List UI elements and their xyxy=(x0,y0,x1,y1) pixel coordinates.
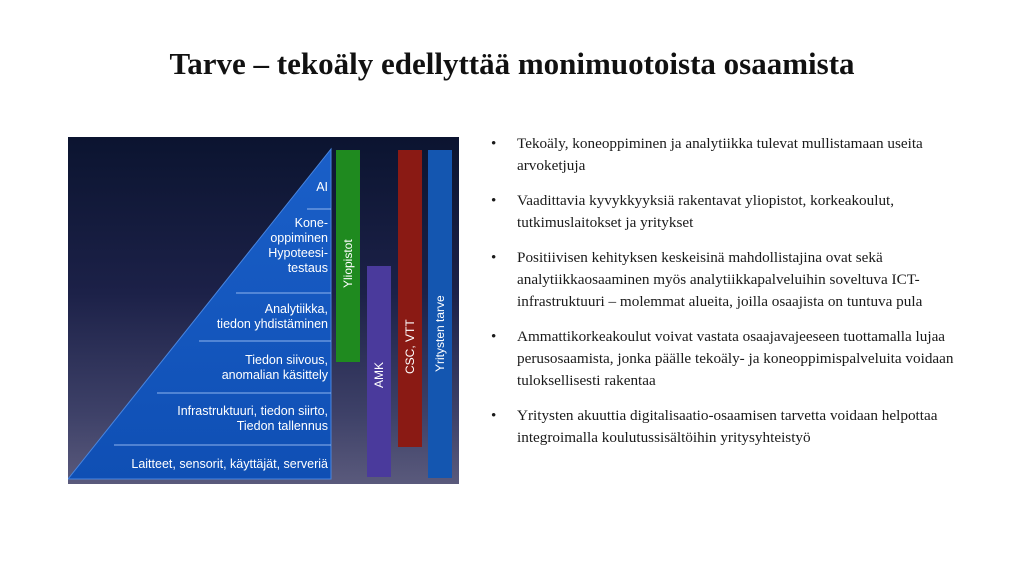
bar-yliopistot xyxy=(336,150,360,362)
bullet-marker: • xyxy=(491,192,497,209)
slide-title: Tarve – tekoäly edellyttää monimuotoista osaamista xyxy=(169,46,855,81)
bullet-item xyxy=(489,133,979,177)
pyramid-label-ai: AI xyxy=(316,180,328,194)
bullet-item xyxy=(489,247,979,313)
pyramid-label-infrastructure: Infrastruktuuri, tiedon siirto, Tiedon tallennus xyxy=(177,404,328,433)
bar-label-yritysten-tarve: Yritysten tarve xyxy=(433,295,447,372)
bullet-marker: • xyxy=(491,249,497,266)
bar-label-yliopistot: Yliopistot xyxy=(341,239,355,288)
bullet-item xyxy=(489,190,979,234)
bullet-text: Ammattikorkeakoulut voivat vastata osaajavajeeseen tuottamalla lujaa perusosaamista, jonka päälle tekoäly- ja koneoppimispalveluita voidaan tuloksellisesti rakentaa xyxy=(517,328,954,389)
bullet-marker: • xyxy=(491,135,497,152)
ai-pyramid-figure xyxy=(68,137,459,484)
bar-label-amk: AMK xyxy=(372,361,386,388)
pyramid-label-devices: Laitteet, sensorit, käyttäjät, serveriä xyxy=(131,457,328,471)
bullet-item xyxy=(489,405,979,449)
bullet-text: Tekoäly, koneoppiminen ja analytiikka tulevat mullistamaan useita arvoketjuja xyxy=(517,135,923,174)
pyramid-label-machine-learning: Kone- oppiminen Hypoteesi- testaus xyxy=(268,216,328,275)
bullet-marker: • xyxy=(491,328,497,345)
pyramid-label-data-cleaning: Tiedon siivous, anomalian käsittely xyxy=(221,353,328,382)
bullet-item xyxy=(489,326,979,392)
pyramid-label-analytics: Analytiikka, tiedon yhdistäminen xyxy=(216,302,328,331)
bullet-list xyxy=(489,133,979,462)
bullet-text: Vaadittavia kyvykkyyksiä rakentavat yliopistot, korkeakoulut, tutkimuslaitokset ja yritykset xyxy=(517,192,895,231)
bar-amk xyxy=(367,266,391,477)
bullet-text: Positiivisen kehityksen keskeisinä mahdollistajina ovat sekä analytiikkaosaaminen myös analytiikkapalveluihin soveltuva ICT-infrastruktuuri – molemmat alueita, joilla osaajista on tuntuva pula xyxy=(517,249,923,310)
bar-label-csc-vtt: CSC, VTT xyxy=(403,319,417,374)
bar-csc-vtt xyxy=(398,150,422,447)
bullet-text: Yritysten akuuttia digitalisaatio-osaamisen tarvetta voidaan helpottaa integroimalla koulutussisältöihin yritysyhteistyö xyxy=(517,407,938,446)
bullet-marker: • xyxy=(491,407,497,424)
bar-yritysten-tarve xyxy=(428,150,452,478)
